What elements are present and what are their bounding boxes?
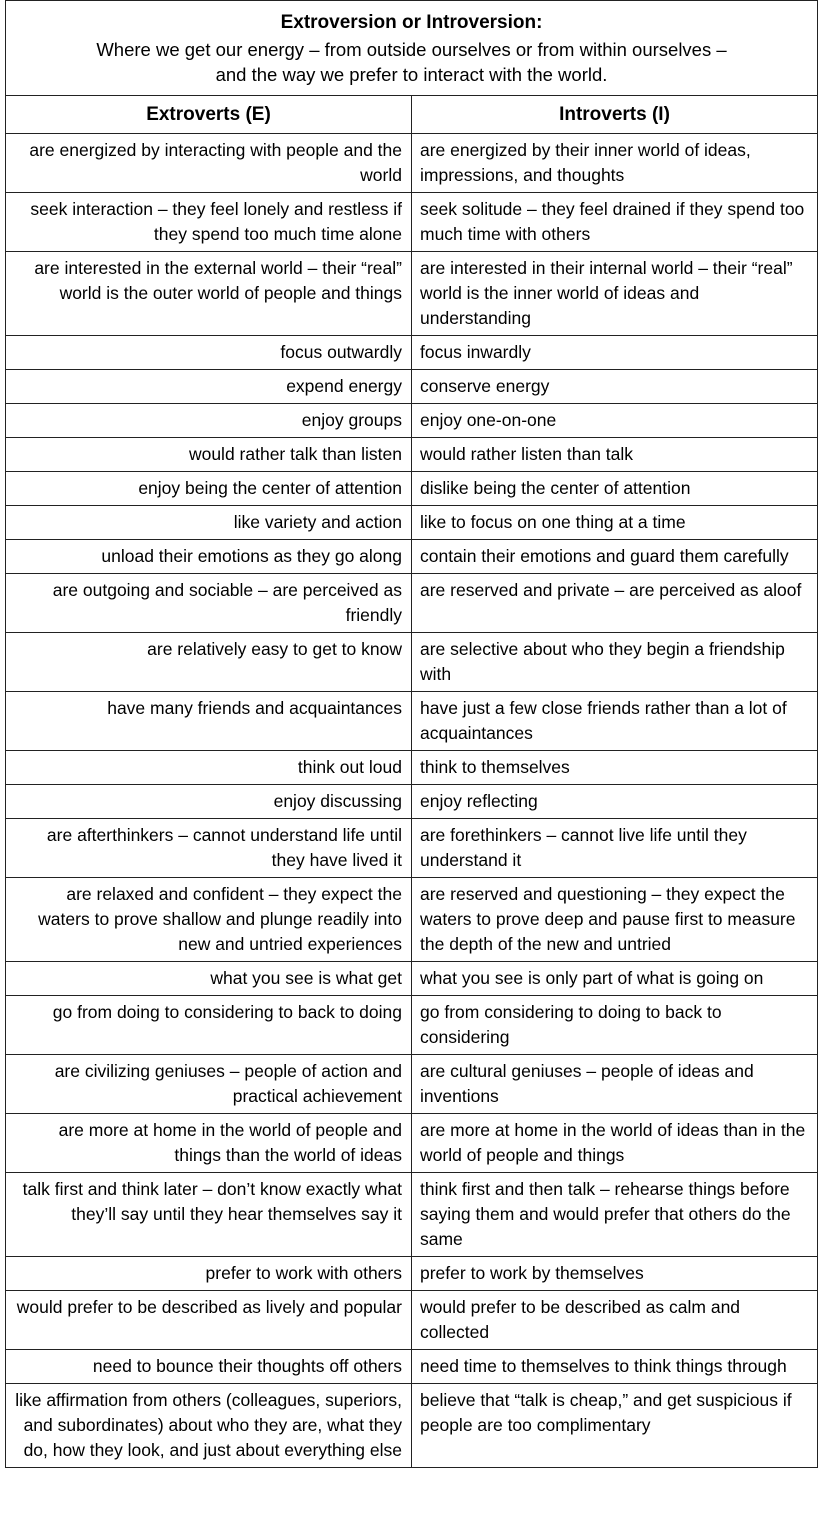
introvert-trait-cell: have just a few close friends rather than a lot of acquaintances bbox=[412, 692, 818, 751]
extrovert-trait-cell: would prefer to be described as lively and popular bbox=[6, 1291, 412, 1350]
extrovert-trait-cell: need to bounce their thoughts off others bbox=[6, 1350, 412, 1384]
table-row bbox=[6, 1291, 818, 1350]
introvert-trait-cell: think first and then talk – rehearse things before saying them and would prefer that others do the same bbox=[412, 1173, 818, 1257]
table-row bbox=[6, 751, 818, 785]
extrovert-trait-cell: think out loud bbox=[6, 751, 412, 785]
extrovert-trait-cell: enjoy groups bbox=[6, 404, 412, 438]
table-body bbox=[6, 134, 818, 1468]
table-row bbox=[6, 438, 818, 472]
introvert-trait-cell: would rather listen than talk bbox=[412, 438, 818, 472]
table-row bbox=[6, 540, 818, 574]
introvert-trait-cell: are forethinkers – cannot live life until they understand it bbox=[412, 819, 818, 878]
table-row bbox=[6, 506, 818, 540]
extrovert-trait-cell: focus outwardly bbox=[6, 336, 412, 370]
table-row bbox=[6, 819, 818, 878]
table-row bbox=[6, 1173, 818, 1257]
table-row bbox=[6, 370, 818, 404]
introvert-trait-cell: what you see is only part of what is going on bbox=[412, 962, 818, 996]
extrovert-trait-cell: are outgoing and sociable – are perceived as friendly bbox=[6, 574, 412, 633]
extrovert-trait-cell: expend energy bbox=[6, 370, 412, 404]
extrovert-trait-cell: like affirmation from others (colleagues, superiors, and subordinates) about who they are, what they do, how they look, and just about everything else bbox=[6, 1384, 412, 1468]
title-cell bbox=[6, 1, 818, 96]
extrovert-trait-cell: unload their emotions as they go along bbox=[6, 540, 412, 574]
table-row bbox=[6, 404, 818, 438]
table-row bbox=[6, 962, 818, 996]
extrovert-trait-cell: would rather talk than listen bbox=[6, 438, 412, 472]
extrovert-trait-cell: what you see is what get bbox=[6, 962, 412, 996]
table-row bbox=[6, 692, 818, 751]
introverts-header: Introverts (I) bbox=[412, 96, 818, 134]
extrovert-trait-cell: like variety and action bbox=[6, 506, 412, 540]
table-row bbox=[6, 574, 818, 633]
table-row bbox=[6, 878, 818, 962]
extrovert-trait-cell: are energized by interacting with people and the world bbox=[6, 134, 412, 193]
introvert-trait-cell: are energized by their inner world of ideas, impressions, and thoughts bbox=[412, 134, 818, 193]
introvert-trait-cell: prefer to work by themselves bbox=[412, 1257, 818, 1291]
introvert-trait-cell: enjoy one-on-one bbox=[412, 404, 818, 438]
extrovert-trait-cell: are afterthinkers – cannot understand life until they have lived it bbox=[6, 819, 412, 878]
comparison-table bbox=[5, 0, 818, 1468]
extroverts-header: Extroverts (E) bbox=[6, 96, 412, 134]
introvert-trait-cell: go from considering to doing to back to considering bbox=[412, 996, 818, 1055]
introvert-trait-cell: conserve energy bbox=[412, 370, 818, 404]
table-row bbox=[6, 1350, 818, 1384]
introvert-trait-cell: would prefer to be described as calm and collected bbox=[412, 1291, 818, 1350]
table-row bbox=[6, 1114, 818, 1173]
extrovert-trait-cell: are relatively easy to get to know bbox=[6, 633, 412, 692]
introvert-trait-cell: like to focus on one thing at a time bbox=[412, 506, 818, 540]
introvert-trait-cell: believe that “talk is cheap,” and get suspicious if people are too complimentary bbox=[412, 1384, 818, 1468]
extrovert-trait-cell: are civilizing geniuses – people of action and practical achievement bbox=[6, 1055, 412, 1114]
table-row bbox=[6, 1384, 818, 1468]
table-row bbox=[6, 785, 818, 819]
introvert-trait-cell: focus inwardly bbox=[412, 336, 818, 370]
extrovert-trait-cell: enjoy discussing bbox=[6, 785, 412, 819]
introvert-trait-cell: think to themselves bbox=[412, 751, 818, 785]
table-row bbox=[6, 1055, 818, 1114]
table-subtitle-line-2: and the way we prefer to interact with the world. bbox=[215, 64, 608, 85]
introvert-trait-cell: are interested in their internal world – their “real” world is the inner world of ideas and understanding bbox=[412, 252, 818, 336]
introvert-trait-cell: dislike being the center of attention bbox=[412, 472, 818, 506]
extrovert-trait-cell: go from doing to considering to back to doing bbox=[6, 996, 412, 1055]
table-row bbox=[6, 472, 818, 506]
table-row bbox=[6, 252, 818, 336]
table-row bbox=[6, 193, 818, 252]
extrovert-trait-cell: prefer to work with others bbox=[6, 1257, 412, 1291]
table-row bbox=[6, 996, 818, 1055]
extrovert-trait-cell: seek interaction – they feel lonely and restless if they spend too much time alone bbox=[6, 193, 412, 252]
introvert-trait-cell: contain their emotions and guard them carefully bbox=[412, 540, 818, 574]
introvert-trait-cell: are reserved and questioning – they expect the waters to prove deep and pause first to measure the depth of the new and untried bbox=[412, 878, 818, 962]
table-title: Extroversion or Introversion: bbox=[280, 12, 543, 33]
extrovert-trait-cell: enjoy being the center of attention bbox=[6, 472, 412, 506]
introvert-trait-cell: are more at home in the world of ideas than in the world of people and things bbox=[412, 1114, 818, 1173]
table-row bbox=[6, 633, 818, 692]
table-subtitle-line-1: Where we get our energy – from outside ourselves or from within ourselves – bbox=[96, 39, 727, 60]
extrovert-trait-cell: talk first and think later – don’t know exactly what they’ll say until they hear themselves say it bbox=[6, 1173, 412, 1257]
table-row bbox=[6, 336, 818, 370]
table-row bbox=[6, 1257, 818, 1291]
introvert-trait-cell: seek solitude – they feel drained if they spend too much time with others bbox=[412, 193, 818, 252]
introvert-trait-cell: are reserved and private – are perceived as aloof bbox=[412, 574, 818, 633]
introvert-trait-cell: enjoy reflecting bbox=[412, 785, 818, 819]
extrovert-trait-cell: are more at home in the world of people and things than the world of ideas bbox=[6, 1114, 412, 1173]
header-row bbox=[6, 96, 818, 134]
extrovert-trait-cell: are relaxed and confident – they expect the waters to prove shallow and plunge readily into new and untried experiences bbox=[6, 878, 412, 962]
extrovert-trait-cell: are interested in the external world – their “real” world is the outer world of people and things bbox=[6, 252, 412, 336]
table-row bbox=[6, 134, 818, 193]
extrovert-trait-cell: have many friends and acquaintances bbox=[6, 692, 412, 751]
introvert-trait-cell: are selective about who they begin a friendship with bbox=[412, 633, 818, 692]
introvert-trait-cell: are cultural geniuses – people of ideas and inventions bbox=[412, 1055, 818, 1114]
title-row bbox=[6, 1, 818, 96]
introvert-trait-cell: need time to themselves to think things through bbox=[412, 1350, 818, 1384]
comparison-document bbox=[5, 0, 817, 1468]
